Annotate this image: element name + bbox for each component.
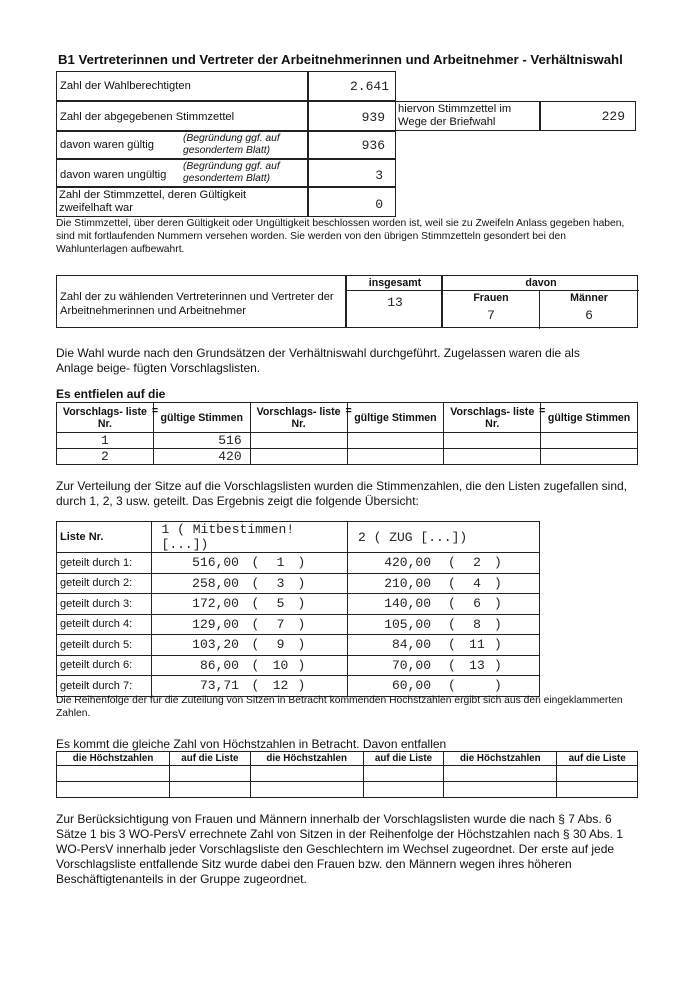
dhondt-list1-open-paren: ( [251, 575, 260, 591]
votes-valid-label-1: gültige Stimmen [160, 411, 243, 424]
dhondt-list2-open-paren: ( [447, 657, 456, 673]
dhondt-divisor-label: geteilt durch 6: [57, 655, 152, 676]
equal-table [56, 751, 638, 798]
dhondt-list2-value: 84,00 [391, 637, 431, 652]
table-row [57, 449, 638, 465]
dhondt-header-label: Liste Nr. [57, 522, 152, 553]
votes-valid-label-3: gültige Stimmen [547, 411, 631, 424]
distribution-text: Zur Verteilung der Sitze auf die Vorschlagslisten wurden die Stimmenzahlen, die den Listen zugefallen sind, durch 1, 2, 3 usw. geteilt. Das Ergebnis zeigt die folgende Übersicht: [56, 479, 628, 508]
dhondt-list2-open-paren: ( [447, 555, 456, 570]
representatives-block [56, 275, 638, 328]
dhondt-list1-rank: 7 [276, 616, 285, 632]
equal-col-a-1: die Höchstzahlen [57, 752, 170, 766]
eligible-value: 2.641 [349, 79, 389, 94]
invalid-value-cell [308, 159, 396, 187]
dhondt-list2-cell [347, 594, 539, 615]
votes-table [56, 402, 638, 465]
dhondt-list1-cell [151, 614, 347, 635]
dhondt-list2-open-paren: ( [447, 637, 456, 652]
eligible-label: Zahl der Wahlberechtigten [60, 80, 191, 92]
submitted-label-cell [56, 101, 308, 131]
dhondt-list1-open-paren: ( [251, 616, 260, 632]
dhondt-list1-close-paren: ) [297, 575, 306, 591]
dhondt-list1-cell [151, 655, 347, 676]
dhondt-list2-cell [347, 553, 539, 574]
dhondt-list2-value: 210,00 [384, 575, 431, 591]
reps-women-header: Frauen [473, 292, 509, 304]
dhondt-list2-value: 60,00 [391, 678, 431, 693]
dhondt-list1-rank: 9 [276, 637, 285, 652]
dhondt-list1-cell [151, 573, 347, 594]
postal-value: 229 [601, 109, 625, 124]
counts-block [56, 71, 396, 217]
votes-col-list-3: Vorschlags- liste Nr. [444, 403, 541, 433]
valid-note: (Begründung ggf. auf gesondertem Blatt) [183, 133, 280, 156]
dhondt-list1-cell [151, 635, 347, 656]
dhondt-list2-close-paren: ) [493, 637, 502, 652]
postal-block [396, 101, 640, 131]
dhondt-list1-value: 129,00 [192, 616, 239, 632]
dhondt-list1-cell [151, 594, 347, 615]
eligible-label-cell [56, 71, 308, 101]
invalid-label-cell [56, 159, 308, 187]
invalid-note: (Begründung ggf. auf gesondertem Blatt) [183, 161, 280, 184]
counts-footnote: Die Stimmzettel, über deren Gültigkeit oder Ungültigkeit beschlossen worden ist, weil sie zu Zweifeln Anlass gegeben haben, sind mit fortlaufenden Nummern versehen worden. Sie werden von den übrigen Stimmzetteln gesondert bei den Wahlunterlagen aufbewahrt. [56, 218, 625, 255]
dhondt-list2-cell [347, 573, 539, 594]
dhondt-list2-close-paren: ) [493, 575, 502, 591]
table-row [57, 433, 638, 449]
dhondt-list2-rank: 2 [473, 555, 481, 570]
principle-text: Die Wahl wurde nach den Grundsätzen der Verhältniswahl durchgeführt. Zugelassen waren die als Anlage beige- fügten Vorschlagslisten. [56, 346, 580, 375]
doubtful-label-cell [56, 187, 308, 217]
dhondt-list1-cell [151, 676, 347, 697]
section-title: B1 Vertreterinnen und Vertreter der Arbeitnehmerinnen und Arbeitnehmer - Verhältniswahl [58, 52, 623, 67]
table-row [57, 655, 540, 676]
table-row [57, 766, 638, 782]
dhondt-list2-close-paren: ) [493, 657, 502, 673]
postal-value-cell [540, 101, 636, 131]
dhondt-list2-close-paren: ) [493, 555, 502, 570]
dhondt-list1-close-paren: ) [297, 657, 306, 673]
reps-total-cell [346, 275, 442, 328]
equal-heading: Es kommt die gleiche Zahl von Höchstzahlen in Betracht. Davon entfallen [56, 737, 447, 751]
dhondt-list2-value: 105,00 [384, 616, 431, 632]
dhondt-list2-cell [347, 614, 539, 635]
equal-col-b-3: auf die Liste [557, 752, 638, 766]
dhondt-table [56, 521, 540, 697]
dhondt-divisor-label: geteilt durch 2: [57, 573, 152, 594]
postal-label-cell [396, 101, 540, 131]
reps-davon-header: davon [525, 277, 557, 289]
dhondt-divisor-label: geteilt durch 1: [57, 553, 152, 574]
reps-label: Zahl der zu wählenden Vertreterinnen und Vertreter der Arbeitnehmerinnen und Arbeitnehmer [60, 291, 334, 317]
final-text: Zur Berücksichtigung von Frauen und Männern innerhalb der Vorschlagslisten wurde die nach § 7 Abs. 6 Sätze 1 bis 3 WO-PersV errechnete Zahl von Sitzen in der Reihenfolge der Höchstzahlen nach § 30 Abs. 1 WO-PersV innerhalb jeder Vorschlagsliste den Geschlechtern im Wechsel zugeordnet. Der erste auf jede Vorschlagsliste entfallende Sitz wurde dabei den Frauen bzw. den Männern wegen ihres höheren Beschäftigtenanteils in der Gruppe zugeordnet. [56, 812, 623, 886]
dhondt-list1-rank: 1 [276, 555, 285, 570]
dhondt-divisor-label: geteilt durch 3: [57, 594, 152, 615]
reps-women-value: 7 [487, 308, 495, 323]
dhondt-list1-rank: 12 [272, 678, 289, 693]
postal-label: hiervon Stimmzettel im Wege der Briefwahl [398, 103, 512, 128]
dhondt-list1-close-paren: ) [297, 616, 306, 632]
votes-value-1: 516 [153, 433, 250, 449]
reps-men-header: Männer [570, 292, 608, 304]
votes-heading: Es entfielen auf die [56, 387, 166, 401]
dhondt-list2-close-paren: ) [493, 616, 502, 632]
dhondt-divisor-label: geteilt durch 4: [57, 614, 152, 635]
dhondt-list2-close-paren: ) [493, 596, 502, 611]
dhondt-list2-cell [347, 676, 539, 697]
dhondt-divisor-label: geteilt durch 7: [57, 676, 152, 697]
table-row [57, 635, 540, 656]
reps-men-value: 6 [585, 308, 593, 323]
dhondt-list2-name: 2 ( ZUG [...]) [347, 522, 539, 553]
votes-col-valid-2 [347, 403, 444, 433]
dhondt-list2-rank: 6 [473, 596, 481, 611]
dhondt-list2-close-paren: ) [493, 678, 502, 693]
dhondt-divisor-label: geteilt durch 5: [57, 635, 152, 656]
table-row [57, 594, 540, 615]
dhondt-list1-name: 1 ( Mitbestimmen! [...]) [151, 522, 347, 553]
dhondt-list2-cell [347, 635, 539, 656]
dhondt-list1-open-paren: ( [251, 657, 260, 673]
dhondt-footnote: Die Reihenfolge der für die Zuteilung von Sitzen in Betracht kommenden Höchstzahlen ergibt sich aus den eingeklammerten Zahlen. [56, 695, 623, 719]
votes-eq-1: = [151, 405, 159, 417]
dhondt-list1-value: 103,20 [192, 637, 239, 652]
votes-col-list-1: Vorschlags- liste Nr. [57, 403, 154, 433]
dhondt-list1-value: 172,00 [192, 596, 239, 611]
valid-value-cell [308, 131, 396, 159]
votes-list-2: 2 [57, 449, 154, 465]
table-row [57, 676, 540, 697]
dhondt-list2-value: 140,00 [384, 596, 431, 611]
dhondt-list2-cell [347, 655, 539, 676]
dhondt-list2-open-paren: ( [447, 575, 456, 591]
votes-col-valid-1 [153, 403, 250, 433]
reps-label-cell [56, 275, 346, 328]
reps-total-value: 13 [387, 295, 403, 310]
dhondt-list1-value: 73,71 [199, 678, 239, 693]
equal-col-a-3: die Höchstzahlen [444, 752, 557, 766]
equal-col-a-2: die Höchstzahlen [250, 752, 363, 766]
submitted-value-cell [308, 101, 396, 131]
dhondt-list1-close-paren: ) [297, 596, 306, 611]
votes-list-1: 1 [57, 433, 154, 449]
dhondt-list1-cell [151, 553, 347, 574]
votes-eq-2: = [345, 405, 352, 417]
votes-valid-label-2: gültige Stimmen [354, 411, 437, 424]
dhondt-list1-close-paren: ) [297, 637, 306, 652]
dhondt-list2-rank: 4 [473, 575, 481, 591]
dhondt-list1-value: 86,00 [199, 657, 239, 673]
dhondt-list2-open-paren: ( [447, 596, 456, 611]
table-row [57, 553, 540, 574]
doubtful-value: 0 [375, 197, 383, 212]
dhondt-list2-rank: 11 [469, 637, 485, 652]
submitted-label: Zahl der abgegebenen Stimmzettel [60, 111, 235, 123]
eligible-value-cell [308, 71, 396, 101]
doubtful-label: Zahl der Stimmzettel, deren Gültigkeit zweifelhaft war [59, 189, 247, 214]
dhondt-list2-value: 70,00 [391, 657, 431, 673]
valid-label: davon waren gültig [60, 139, 154, 151]
dhondt-list2-rank: 8 [473, 616, 481, 632]
table-row [57, 573, 540, 594]
doubtful-value-cell [308, 187, 396, 217]
dhondt-list1-value: 258,00 [192, 575, 239, 591]
valid-label-cell [56, 131, 308, 159]
votes-col-list-2: Vorschlags- liste Nr. [250, 403, 347, 433]
dhondt-list1-rank: 3 [276, 575, 285, 591]
votes-col-valid-3 [541, 403, 638, 433]
dhondt-list1-rank: 10 [272, 657, 289, 673]
votes-value-2: 420 [153, 449, 250, 465]
dhondt-list2-open-paren: ( [447, 616, 456, 632]
submitted-value: 939 [361, 110, 385, 125]
valid-value: 936 [361, 138, 385, 153]
dhondt-list1-close-paren: ) [297, 555, 306, 570]
table-row [57, 614, 540, 635]
dhondt-list2-open-paren: ( [447, 678, 456, 693]
dhondt-list1-open-paren: ( [251, 678, 260, 693]
dhondt-list2-rank: 13 [469, 657, 485, 673]
equal-col-b-1: auf die Liste [170, 752, 251, 766]
invalid-label: davon waren ungültig [60, 169, 167, 181]
reps-total-header: insgesamt [368, 277, 422, 289]
dhondt-list1-close-paren: ) [297, 678, 306, 693]
reps-davon-cell [442, 275, 638, 328]
invalid-value: 3 [375, 168, 383, 183]
equal-col-b-2: auf die Liste [363, 752, 444, 766]
dhondt-list1-open-paren: ( [251, 555, 260, 570]
votes-eq-3: = [539, 405, 546, 417]
table-row [57, 782, 638, 798]
dhondt-list1-open-paren: ( [251, 637, 260, 652]
dhondt-list1-open-paren: ( [251, 596, 260, 611]
dhondt-list1-rank: 5 [276, 596, 285, 611]
dhondt-list2-value: 420,00 [384, 555, 431, 570]
dhondt-list1-value: 516,00 [192, 555, 239, 570]
